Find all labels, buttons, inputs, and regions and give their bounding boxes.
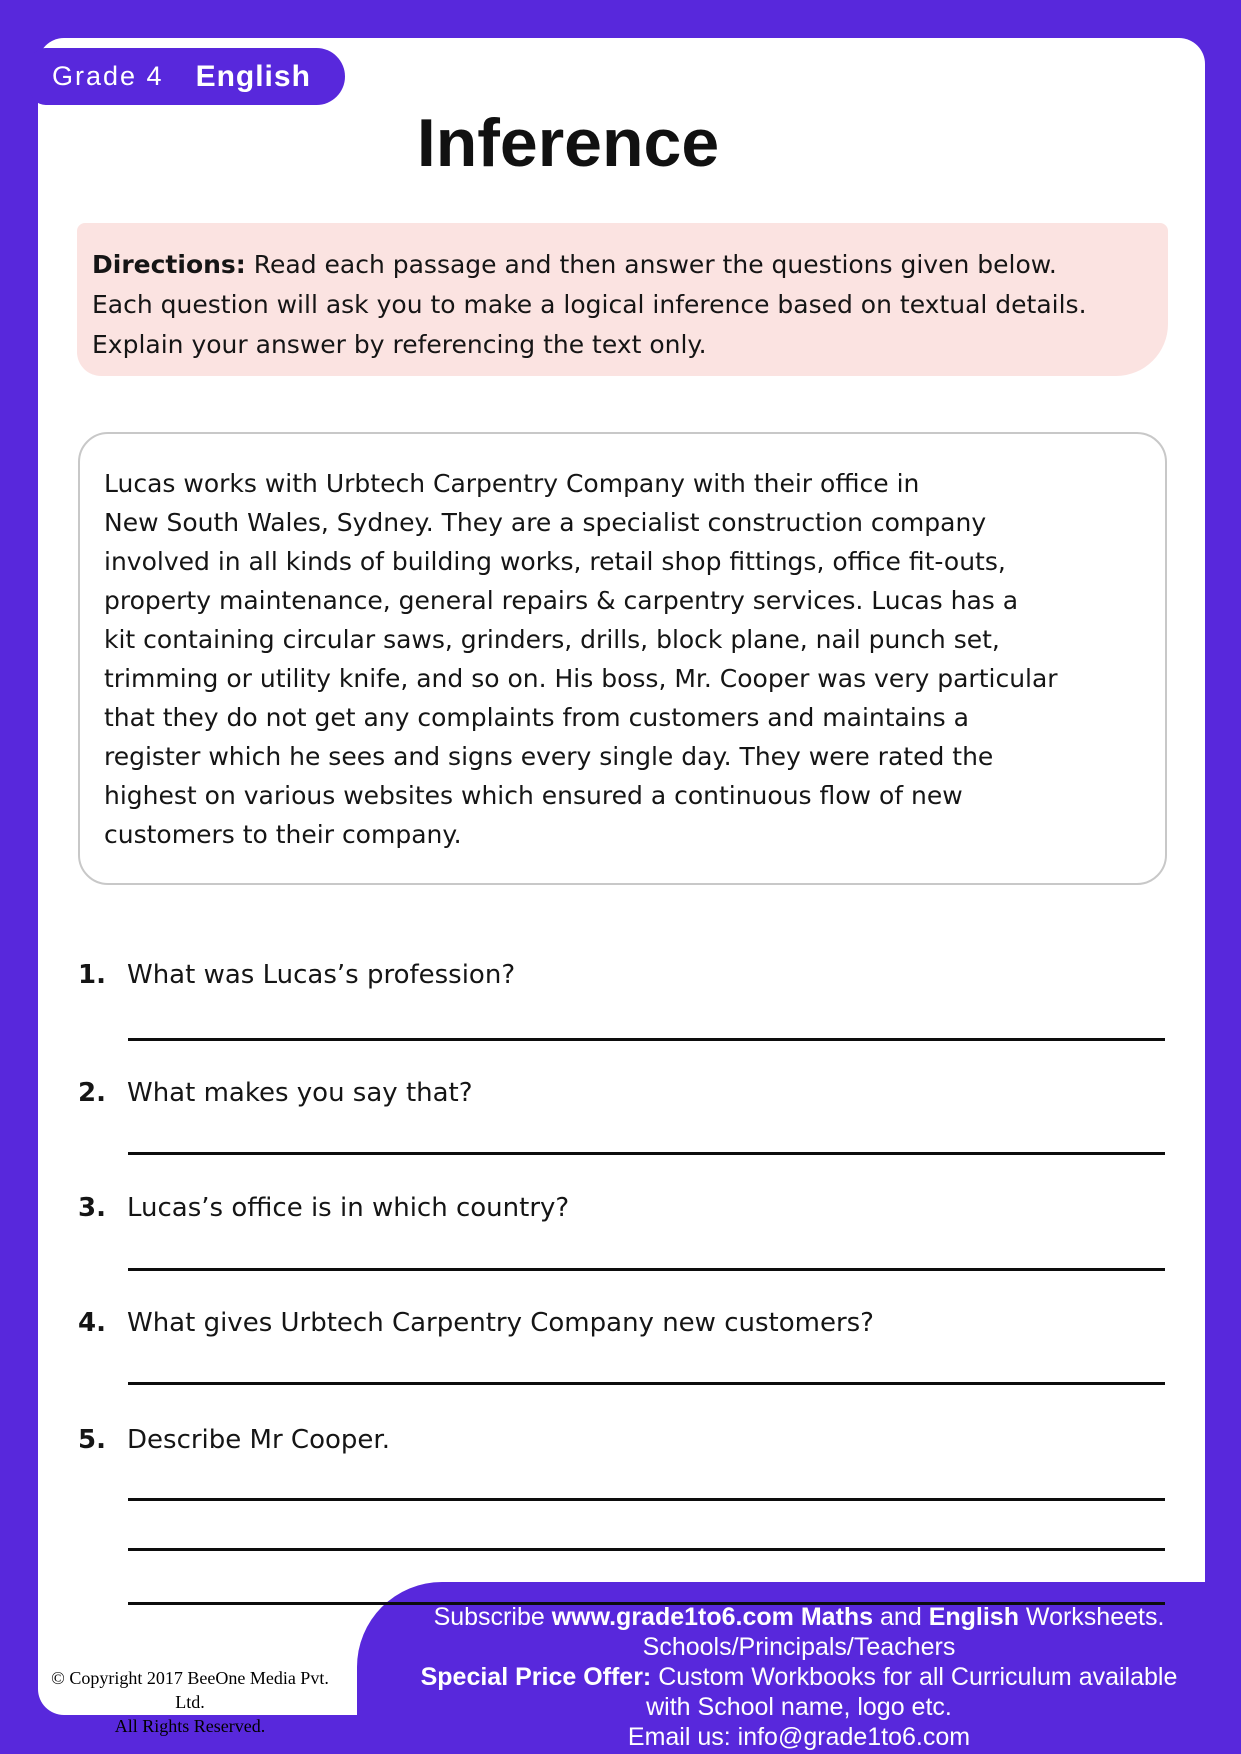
footer-subscribe-line: [357, 1602, 1241, 1632]
footer-subscribe-text: Subscribe: [433, 1603, 552, 1631]
passage-line: property maintenance, general repairs & carpentry services. Lucas has a: [104, 586, 1019, 615]
footer-audience-line: Schools/Principals/Teachers: [642, 1633, 956, 1661]
question-number: 1.: [78, 960, 106, 990]
question-text: Describe Mr Cooper.: [127, 1425, 390, 1455]
answer-line: [128, 1382, 1165, 1385]
question-text: What makes you say that?: [127, 1078, 473, 1108]
passage-line: register which he sees and signs every single day. They were rated the: [104, 742, 994, 771]
passage-line: New South Wales, Sydney. They are a specialist construction company: [104, 508, 987, 537]
footer-english-text: English: [928, 1603, 1019, 1631]
footer-offer-line: [357, 1662, 1241, 1692]
question-item-4: [78, 1308, 1167, 1338]
footer-email-line: Email us: info@grade1to6.com: [627, 1723, 971, 1751]
question-item-5: [78, 1425, 1167, 1455]
question-item-2: [78, 1078, 1167, 1108]
question-number: 5.: [78, 1425, 106, 1455]
footer-worksheets-text: Worksheets.: [1018, 1603, 1165, 1631]
answer-line: [128, 1548, 1165, 1551]
answer-line: [128, 1152, 1165, 1155]
passage-line: Lucas works with Urbtech Carpentry Company with their office in: [104, 469, 920, 498]
passage-box: [78, 432, 1167, 885]
copyright-line-1: © Copyright 2017 BeeOne Media Pvt. Ltd.: [51, 1668, 329, 1712]
question-text: Lucas’s office is in which country?: [127, 1193, 570, 1223]
directions-line-2: Each question will ask you to make a logical inference based on textual details.: [92, 290, 1087, 319]
footer-site-link: www.grade1to6.com Maths: [551, 1603, 874, 1631]
badge-grade-label: Grade 4: [52, 61, 164, 91]
footer-offer-text: Custom Workbooks for all Curriculum available: [651, 1663, 1178, 1691]
question-text: What gives Urbtech Carpentry Company new customers?: [127, 1308, 874, 1338]
directions-label: Directions:: [92, 250, 246, 279]
question-item-3: [78, 1193, 1167, 1223]
answer-line: [128, 1038, 1165, 1041]
passage-line: that they do not get any complaints from customers and maintains a: [104, 703, 969, 732]
footer-text-block: [357, 1602, 1241, 1752]
question-number: 4.: [78, 1308, 106, 1338]
directions-line-1-text: Read each passage and then answer the questions given below.: [245, 250, 1057, 279]
copyright-notice: [40, 1666, 340, 1738]
answer-line: [128, 1498, 1165, 1501]
badge-subject-label: English: [195, 59, 311, 93]
answer-line: [128, 1602, 1165, 1605]
passage-line: highest on various websites which ensured a continuous flow of new: [104, 781, 963, 810]
footer-banner: [357, 1582, 1241, 1754]
passage-line: kit containing circular saws, grinders, drills, block plane, nail punch set,: [104, 625, 1000, 654]
copyright-line-2: All Rights Reserved.: [114, 1716, 266, 1736]
question-text: What was Lucas’s profession?: [127, 960, 516, 990]
footer-offer-label: Special Price Offer:: [420, 1663, 652, 1691]
footer-and-text: and: [873, 1603, 929, 1631]
answer-line: [128, 1268, 1165, 1271]
directions-box: [77, 223, 1168, 376]
passage-line: trimming or utility knife, and so on. His boss, Mr. Cooper was very particular: [104, 664, 1058, 693]
worksheet-title: Inference: [416, 105, 720, 181]
question-number: 2.: [78, 1078, 106, 1108]
footer-school-line: with School name, logo etc.: [646, 1693, 952, 1721]
grade-badge: [30, 48, 345, 105]
question-number: 3.: [78, 1193, 106, 1223]
passage-line: customers to their company.: [104, 820, 462, 849]
passage-line: involved in all kinds of building works, retail shop fittings, office fit-outs,: [104, 547, 1006, 576]
question-item-1: [78, 960, 1167, 990]
directions-line-3: Explain your answer by referencing the text only.: [92, 330, 707, 359]
directions-line-1: [92, 245, 1153, 285]
